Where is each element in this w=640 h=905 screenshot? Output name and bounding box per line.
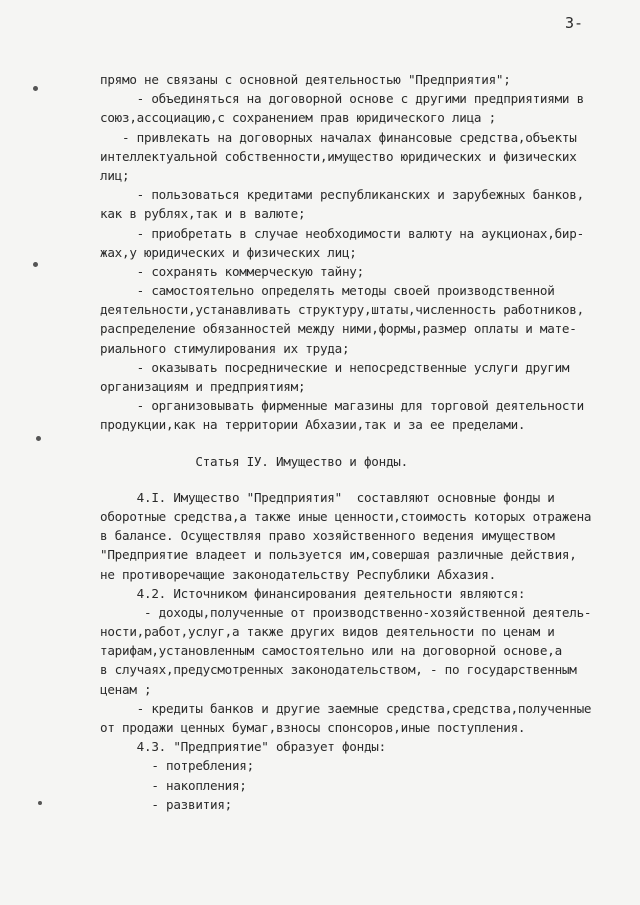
text-line: прямо не связаны с основной деятельностью "Предприятия"; [100, 72, 511, 87]
text-line: - сохранять коммерческую тайну; [100, 263, 364, 279]
text-line: жах,у юридических и физических лиц; [100, 244, 357, 260]
text-line: риального стимулирования их труда; [100, 340, 350, 356]
text-line: - накопления; [100, 777, 247, 793]
text-line: не противоречащие законодательству Республики Абхазия. [100, 566, 496, 582]
text-line: - приобретать в случае необходимости валюту на аукционах,бир- [100, 225, 584, 241]
text-line: интеллектуальной собственности,имущество юридических и физических [100, 148, 577, 164]
punch-hole-mark [36, 436, 41, 441]
text-line: - потребления; [100, 758, 254, 774]
text-line: продукции,как на территории Абхазии,так и за ее пределами. [100, 417, 526, 433]
text-line: организациям и предприятиям; [100, 379, 306, 394]
text-line: - объединяться на договорной основе с другими предприятиями в [100, 91, 584, 107]
text-line: - развития; [100, 796, 232, 812]
punch-hole-mark [38, 801, 42, 805]
text-line: в балансе. Осуществляя право хозяйственного ведения имуществом [100, 528, 555, 544]
section-part2 [100, 488, 620, 814]
text-line: - привлекать на договорных началах финансовые средства,объекты [100, 129, 577, 145]
text-line: - кредиты банков и другие заемные средства,средства,полученные [100, 700, 592, 716]
text-line: тарифам,установленным самостоятельно или на договорной основе,а [100, 643, 562, 659]
page-number: 3- [565, 14, 584, 32]
text-line: в случаях,предусмотренных законодательством, - по государственным [100, 662, 577, 678]
section-part1 [100, 70, 620, 435]
text-line: - самостоятельно определять методы своей производственной [100, 283, 555, 299]
text-line: - доходы,полученные от производственно-хозяйственной деятель- [100, 604, 592, 620]
text-line: союз,ассоциацию,с сохранением прав юридического лица ; [100, 110, 496, 126]
text-line: "Предприятие владеет и пользуется им,совершая различные действия, [100, 547, 577, 563]
text-line: ценам ; [100, 681, 152, 697]
punch-hole-mark [33, 86, 38, 91]
text-line: 4.2. Источником финансирования деятельности являются: [100, 585, 526, 601]
text-line: - оказывать посреднические и непосредственные услуги другим [100, 359, 570, 375]
text-line: распределение обязанностей между ними,формы,размер оплаты и мате- [100, 321, 577, 337]
text-line: - пользоваться кредитами республиканских и зарубежных банков, [100, 187, 584, 203]
document-body [100, 70, 620, 814]
text-line: лиц; [100, 167, 130, 183]
text-line: - организовывать фирменные магазины для торговой деятельности [100, 398, 584, 414]
text-line: ности,работ,услуг,а также других видов деятельности по ценам и [100, 624, 555, 640]
text-line: оборотные средства,а также иные ценности,стоимость которых отражена [100, 508, 592, 524]
text-line: от продажи ценных бумаг,взносы спонсоров,иные поступления. [100, 720, 526, 735]
punch-hole-mark [33, 262, 38, 267]
text-line: 4.I. Имущество "Предприятия" составляют основные фонды и [100, 489, 555, 505]
text-line: 4.3. "Предприятие" образует фонды: [100, 739, 386, 755]
text-line: как в рублях,так и в валюте; [100, 206, 306, 222]
section-heading: Статья IУ. Имущество и фонды. [100, 453, 408, 469]
text-line: деятельности,устанавливать структуру,штаты,численность работников, [100, 302, 584, 318]
